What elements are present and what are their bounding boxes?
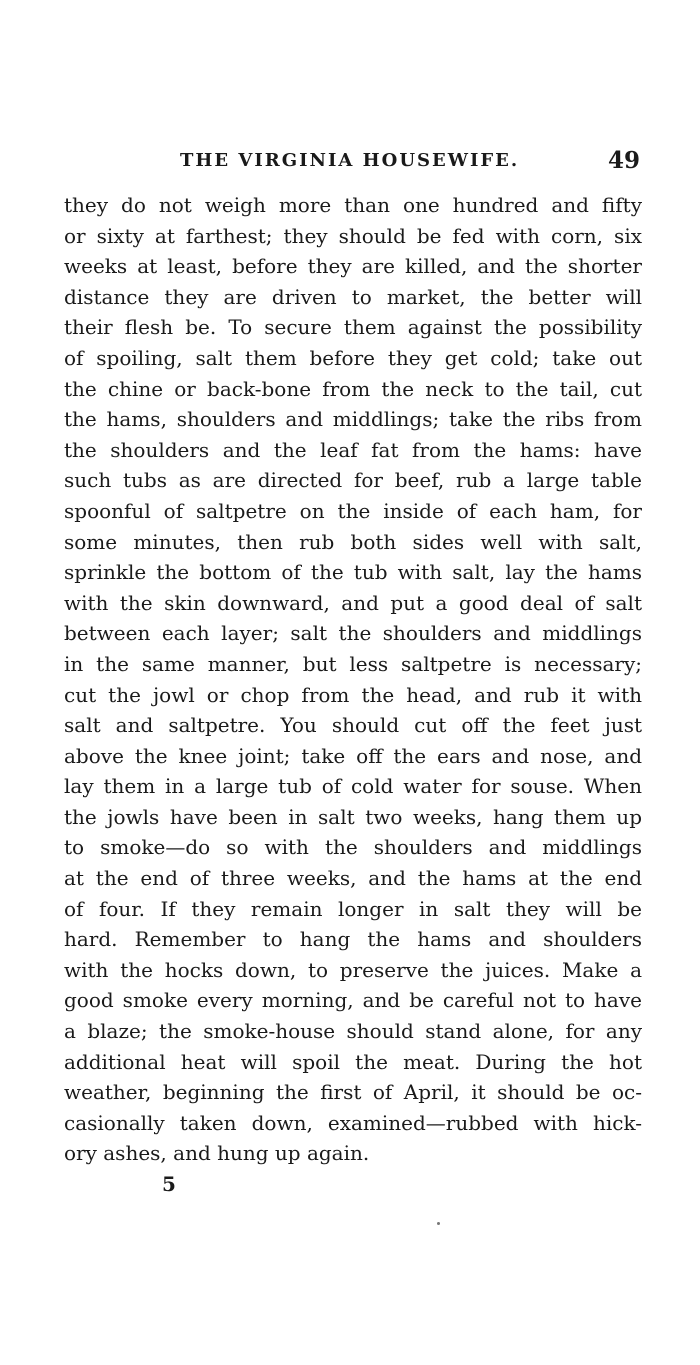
- body-text: [64, 190, 642, 1169]
- text-line-final: ory ashes, and hung up again.: [64, 1141, 370, 1166]
- text-line: a blaze; the smoke-house should stand alone, for any: [64, 1019, 642, 1044]
- text-line: the chine or back-bone from the neck to the tail, cut: [64, 376, 642, 401]
- text-line: between each layer; salt the shoulders and middlings: [64, 621, 642, 646]
- text-line: to smoke—do so with the shoulders and middlings: [64, 835, 642, 860]
- text-line: weather, beginning the first of April, it should be oc-: [64, 1080, 642, 1105]
- running-head: [60, 146, 646, 176]
- text-line: such tubs as are directed for beef, rub a large table: [64, 468, 642, 493]
- text-line: with the hocks down, to preserve the juices. Make a: [64, 957, 642, 982]
- text-line: hard. Remember to hang the hams and shoulders: [64, 927, 642, 952]
- text-line: of spoiling, salt them before they get cold; take out: [64, 345, 642, 370]
- text-line: salt and saltpetre. You should cut off the feet just: [64, 713, 642, 738]
- text-line: distance they are driven to market, the better will: [64, 284, 642, 309]
- text-line: weeks at least, before they are killed, and the shorter: [64, 254, 642, 279]
- text-line: they do not weigh more than one hundred and fifty: [64, 193, 642, 217]
- text-line: cut the jowl or chop from the head, and rub it with: [64, 682, 642, 707]
- text-line: lay them in a large tub of cold water for souse. When: [64, 774, 642, 799]
- text-line: casionally taken down, examined—rubbed with hick-: [64, 1110, 642, 1135]
- text-line: the hams, shoulders and middlings; take the ribs from: [64, 407, 642, 432]
- text-line: the shoulders and the leaf fat from the hams: have: [64, 437, 642, 462]
- text-line: some minutes, then rub both sides well with salt,: [64, 529, 642, 554]
- page-number: 49: [607, 147, 640, 174]
- paper-speck: [437, 1222, 440, 1225]
- text-line: of four. If they remain longer in salt they will be: [64, 896, 642, 921]
- text-line: above the knee joint; take off the ears and nose, and: [64, 743, 642, 768]
- signature-mark: 5: [162, 1172, 176, 1196]
- text-line: the jowls have been in salt two weeks, hang them up: [64, 804, 642, 829]
- text-line: with the skin downward, and put a good deal of salt: [64, 590, 642, 615]
- text-line: additional heat will spoil the meat. During the hot: [64, 1049, 642, 1074]
- running-title: THE VIRGINIA HOUSEWIFE.: [180, 150, 520, 171]
- text-line: at the end of three weeks, and the hams at the end: [64, 866, 642, 891]
- text-line: spoonful of saltpetre on the inside of each ham, for: [64, 498, 642, 523]
- text-line: their flesh be. To secure them against the possibility: [64, 315, 642, 340]
- text-line: sprinkle the bottom of the tub with salt, lay the hams: [64, 560, 642, 585]
- text-line: good smoke every morning, and be careful not to have: [64, 988, 642, 1013]
- text-line: in the same manner, but less saltpetre is necessary;: [64, 651, 642, 676]
- text-line: or sixty at farthest; they should be fed with corn, six: [64, 223, 642, 248]
